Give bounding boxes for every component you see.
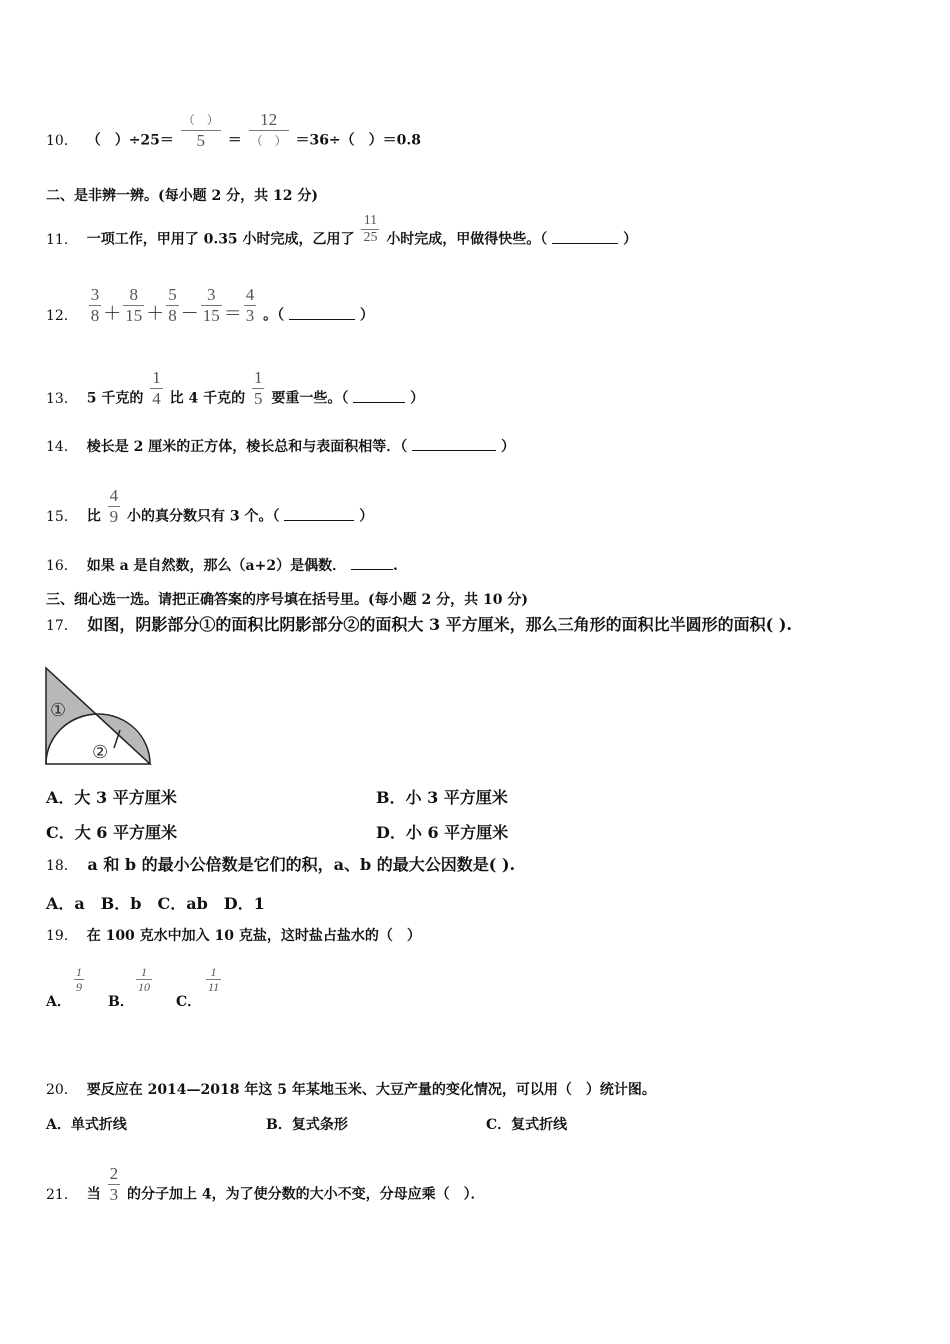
question-number: 21． <box>46 1186 78 1203</box>
answer-blank[interactable] <box>552 231 618 244</box>
section-3-title: 三、细心选一选。请把正确答案的序号填在括号里。(每小题 2 分，共 10 分) <box>46 592 528 608</box>
q11-close: ） <box>623 231 638 248</box>
fraction-denominator: 9 <box>76 980 82 994</box>
q17-figure <box>44 666 154 770</box>
q17-text: 如图，阴影部分①的面积比阴影部分②的面积大 3 平方厘米，那么三角形的面积比半圆形的面积( ). <box>87 615 792 634</box>
question-12 <box>46 285 374 336</box>
q19-option-a[interactable] <box>46 992 71 1012</box>
fraction-denominator: 5 <box>253 389 263 408</box>
question-20 <box>46 1080 656 1100</box>
question-11 <box>46 213 638 256</box>
q20-option-a[interactable]: A．单式折线 <box>46 1117 127 1133</box>
fraction-numerator: 2 <box>109 1164 119 1183</box>
fraction-denominator: 3 <box>109 1185 119 1204</box>
fraction-numerator: 11 <box>363 213 378 228</box>
fraction-numerator: 1 <box>152 368 161 387</box>
fraction-denominator: 8 <box>90 306 100 325</box>
q12-fraction-5 <box>244 285 257 326</box>
fraction-numerator: 3 <box>206 285 216 304</box>
fraction-denominator: 9 <box>109 507 119 526</box>
fraction-denominator: 8 <box>168 306 177 325</box>
question-13 <box>46 368 425 419</box>
q15-fraction <box>108 486 121 527</box>
section-2-title: 二、是非辨一辨。(每小题 2 分，共 12 分) <box>46 188 318 204</box>
operator: ＋ <box>103 303 122 325</box>
q17-option-b[interactable]: B．小 3 平方厘米 <box>376 788 508 807</box>
q18-text: a 和 b 的最小公倍数是它们的积，a、b 的最大公因数是( ). <box>87 855 516 874</box>
question-15 <box>46 486 374 537</box>
question-number: 12． <box>46 307 78 324</box>
q12-close: ） <box>359 307 374 324</box>
fraction-numerator: （ ） <box>182 113 219 127</box>
question-number: 19． <box>46 928 78 944</box>
q10-equals: ＝ <box>227 132 242 149</box>
question-18 <box>46 855 515 876</box>
q19-option-c-fraction <box>206 965 221 994</box>
fraction-numerator: 1 <box>141 965 147 979</box>
q20-option-c[interactable]: C．复式折线 <box>486 1117 568 1133</box>
q13-text-b: 比 4 千克的 <box>169 390 246 407</box>
q11-text-2: 小时完成，甲做得快些。（ <box>386 231 548 248</box>
q19-text: 在 100 克水中加入 10 克盐，这时盐占盐水的（ ） <box>86 928 421 944</box>
q12-fraction-4 <box>201 285 222 326</box>
option-label: C． <box>176 994 202 1010</box>
option-label: B． <box>108 994 134 1010</box>
q15-text-a: 比 <box>86 508 101 525</box>
answer-blank[interactable] <box>412 438 496 451</box>
q13-text-c: 要重一些。（ <box>271 390 349 407</box>
answer-blank[interactable] <box>351 557 393 570</box>
q11-text: 一项工作，甲用了 0.35 小时完成，乙用了 <box>86 231 355 248</box>
question-number: 16． <box>46 558 78 574</box>
q16-text: 如果 a 是自然数，那么（a+2）是偶数． <box>86 558 347 574</box>
answer-blank[interactable] <box>284 508 354 521</box>
operator: ＝ <box>223 303 242 325</box>
q16-end: . <box>392 558 398 574</box>
q13-fraction-2 <box>252 368 265 409</box>
fraction-numerator: 1 <box>210 965 217 979</box>
fraction-numerator: 3 <box>90 285 100 304</box>
q21-text-b: 的分子加上 4，为了使分数的大小不变，分母应乘（ ）． <box>126 1186 485 1203</box>
question-number: 14． <box>46 439 78 455</box>
option-label: A． <box>46 994 71 1010</box>
q10-fraction-1 <box>181 110 221 151</box>
q14-text: 棱长是 2 厘米的正方体，棱长总和与表面积相等．（ <box>86 439 408 455</box>
q17-option-d[interactable]: D．小 6 平方厘米 <box>376 823 509 842</box>
q15-text-b: 小的真分数只有 3 个。（ <box>126 508 280 525</box>
q20-text: 要反应在 2014—2018 年这 5 年某地玉米、大豆产量的变化情况，可以用（ ）统计图。 <box>86 1082 656 1098</box>
fraction-numerator: 1 <box>253 368 263 387</box>
fraction-denominator: 11 <box>208 980 220 994</box>
fraction-numerator: 12 <box>260 110 278 129</box>
question-number: 13． <box>46 390 78 407</box>
q19-option-a-fraction <box>74 965 84 994</box>
q21-text-a: 当 <box>86 1186 101 1203</box>
q21-fraction <box>108 1164 121 1205</box>
fraction-numerator: 1 <box>76 965 82 979</box>
q12-text: 。（ <box>263 307 285 324</box>
q15-close: ） <box>359 508 374 525</box>
fraction-denominator: 3 <box>245 306 255 325</box>
q10-suffix: ＝36÷（ ）＝0.8 <box>295 132 422 149</box>
question-number: 15． <box>46 508 78 525</box>
q17-option-a[interactable]: A．大 3 平方厘米 <box>46 788 177 807</box>
fraction-numerator: 4 <box>245 285 255 304</box>
region-1-label: ① <box>50 700 67 721</box>
fraction-denominator: 25 <box>363 230 378 245</box>
question-14 <box>46 437 515 457</box>
fraction-denominator: 10 <box>138 980 150 994</box>
q17-option-c[interactable]: C．大 6 平方厘米 <box>46 823 178 842</box>
fraction-denominator: 15 <box>125 306 143 325</box>
question-10 <box>46 110 422 161</box>
q13-fraction-1 <box>150 368 163 409</box>
fraction-numerator: 4 <box>109 486 119 505</box>
q19-option-b[interactable] <box>108 992 134 1012</box>
question-number: 10． <box>46 132 78 149</box>
question-number: 20． <box>46 1082 78 1098</box>
q10-prefix: （ ）÷25＝ <box>86 132 174 149</box>
operator: ＋ <box>146 303 165 325</box>
q12-fraction-3 <box>166 285 179 326</box>
question-19 <box>46 926 421 946</box>
q13-text-a: 5 千克的 <box>86 390 144 407</box>
region-2-label: ② <box>92 742 109 763</box>
fraction-denominator: 5 <box>181 130 221 151</box>
q19-option-c[interactable] <box>176 992 201 1012</box>
fraction-denominator: 15 <box>202 306 220 325</box>
question-number: 17． <box>46 618 78 634</box>
answer-blank[interactable] <box>289 307 355 320</box>
question-21 <box>46 1164 485 1215</box>
question-17 <box>46 615 792 636</box>
fraction-numerator: 8 <box>129 285 138 304</box>
question-16 <box>46 556 398 576</box>
fraction-numerator: 5 <box>168 285 177 304</box>
answer-blank[interactable] <box>353 390 405 403</box>
q18-options[interactable]: A．a B．b C．ab D．1 <box>46 894 265 913</box>
q12-fraction-1 <box>89 285 102 326</box>
q13-close: ） <box>410 390 425 407</box>
q11-fraction <box>361 213 379 246</box>
q12-fraction-2 <box>123 285 144 326</box>
operator: － <box>180 303 199 325</box>
q19-option-b-fraction <box>136 965 152 994</box>
question-number: 11． <box>46 231 78 248</box>
question-number: 18． <box>46 858 78 874</box>
q14-close: ） <box>500 439 515 455</box>
fraction-denominator: （ ） <box>249 130 289 151</box>
fraction-denominator: 4 <box>152 389 161 408</box>
q10-fraction-2 <box>249 110 289 151</box>
q20-option-b[interactable]: B．复式条形 <box>266 1117 348 1133</box>
